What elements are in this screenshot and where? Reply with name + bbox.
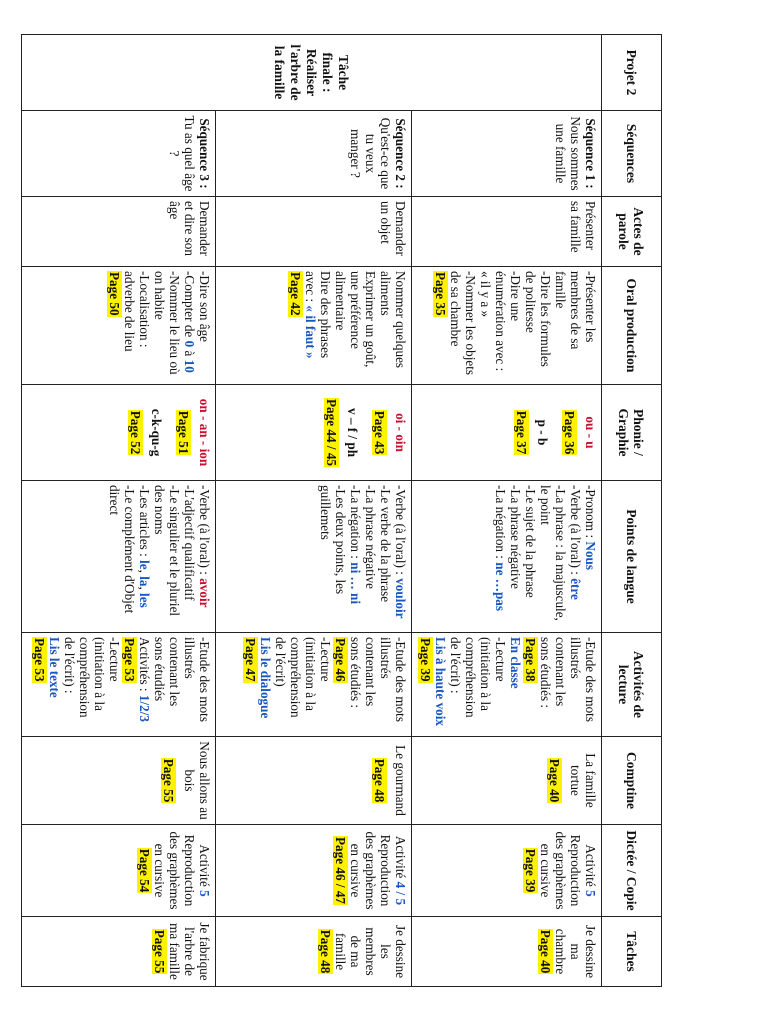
- seq3-lecture: [22, 633, 216, 737]
- seq1-oral-2: -Dire les formules de politesse: [523, 271, 553, 367]
- seq2-comptine: [216, 737, 412, 825]
- seq3-phonie-2: c-k-qu-g: [149, 408, 164, 457]
- seq1-points-item-1: -La phrase : la majuscule, le point: [538, 485, 568, 621]
- seq1-points-pronom: -Pronom : Nous: [583, 485, 598, 571]
- seq2-lecture-1: -Etude des mots illustrés contenant les sons étudiés :: [348, 637, 408, 722]
- seq3-phonie-2-page: Page 52: [128, 410, 143, 455]
- seq1-title: Nous sommes une famille: [553, 116, 583, 191]
- seq2-lecture-dialogue: Lis le dialogue: [258, 637, 273, 719]
- planning-table: [21, 34, 662, 987]
- seq1-oral-1: -Présenter les membres de sa famille: [553, 271, 598, 350]
- seq3-title: Tu as quel âge ?: [167, 115, 197, 192]
- final-task-title: Tâche finale : Réaliser l'arbre de la famille: [272, 44, 352, 101]
- seq2-lecture-page-1: Page 46: [333, 638, 348, 682]
- seq3-points-last: -Le complément d'Objet direct: [107, 485, 137, 614]
- seq1-tache-text: Je dessine ma chambre: [553, 924, 598, 979]
- seq1-actes: [412, 197, 602, 267]
- seq3-tache-text: Je fabrique l'arbre de ma famille: [167, 922, 212, 981]
- seq1-comptine-title: La famille tortue: [568, 753, 598, 808]
- seq1-oral-3: -Dire une énumération avec : « il y a »: [478, 271, 523, 372]
- header-actes: Actes de parole: [602, 197, 662, 267]
- header-taches: Tâches: [602, 917, 662, 987]
- seq3-label: Séquence 3 :: [197, 118, 212, 189]
- seq2-oral-ilfaut: avec : « il faut »: [303, 271, 318, 359]
- seq1-lecture-page-2: Page 39: [418, 638, 433, 682]
- seq2-comptine-title: Le gourmand: [393, 745, 408, 816]
- seq2-oral-page: Page 42: [288, 272, 303, 316]
- seq3-comptine-page: Page 55: [161, 758, 176, 803]
- seq1-oral-page: Page 35: [433, 272, 448, 316]
- seq2-points-item-2: -La phrase négative: [363, 485, 378, 589]
- seq2-phonie-2: v – f / ph: [345, 407, 360, 458]
- seq3-dictee-activity: Activité 5: [197, 844, 212, 897]
- seq2-actes: [216, 197, 412, 267]
- seq2-tache-page: Page 48: [318, 929, 333, 974]
- seq1-dictee: [412, 825, 602, 917]
- seq1-oral-4: -Nommer les objets de sa chambre: [448, 271, 478, 376]
- header-sequences: Séquences: [602, 111, 662, 197]
- header-points: Points de langue: [602, 481, 662, 633]
- seq1-lecture-2: -Lecture (initiation à la compréhension de l'écrit) :: [448, 637, 508, 718]
- seq3-comptine-title: Nous allons au bois: [182, 741, 212, 820]
- seq2-phonie: [216, 385, 412, 481]
- seq3-cell: [22, 111, 216, 197]
- header-lecture: Activités de lecture: [602, 633, 662, 737]
- seq1-comptine-page: Page 40: [547, 758, 562, 803]
- seq2-lecture: [216, 633, 412, 737]
- seq3-oral-1: -Dire son âge: [197, 271, 212, 343]
- seq3-phonie: [22, 385, 216, 481]
- seq1-oral: [412, 267, 602, 385]
- seq2-tache-text: Je dessine les membres de ma famille: [333, 924, 408, 979]
- seq3-points-item-1: -L'adjectif qualificatif: [182, 485, 197, 601]
- seq3-phonie-1-page: Page 51: [176, 410, 191, 455]
- seq2-oral-1: Nommer quelques aliments: [378, 271, 408, 369]
- seq3-dictee-page: Page 54: [137, 848, 152, 893]
- seq2-dictee-activity: Activité 4 / 5: [393, 835, 408, 906]
- seq2-points: [216, 481, 412, 633]
- seq2-tache: [216, 917, 412, 987]
- seq2-points-item-1: -Le verbe de la phrase: [378, 485, 393, 603]
- seq1-phonie-1-page: Page 36: [562, 410, 577, 455]
- seq1-phonie-2-page: Page 37: [514, 410, 529, 455]
- seq1-phonie-2: p - b: [535, 419, 550, 446]
- seq1-points-verbe: -Verbe (à l'oral) : être: [568, 485, 583, 600]
- final-task-cell: [22, 35, 602, 111]
- seq1-label: Séquence 1 :: [583, 118, 598, 189]
- seq3-tache-page: Page 55: [152, 929, 167, 974]
- planning-sheet: [22, 34, 662, 986]
- seq3-oral-3: -Nommer le lieu où on habite: [152, 271, 182, 375]
- seq2-oral: [216, 267, 412, 385]
- header-dictee: Dictée / Copie: [602, 825, 662, 917]
- seq3-lecture-lis: Lis le texte: [47, 637, 62, 698]
- seq2-dictee-page: Page 46 / 47: [333, 836, 348, 905]
- seq2-oral-3: Dire des phrases: [318, 271, 333, 359]
- header-phonie: Phonie / Graphie: [602, 385, 662, 481]
- sequence-1-row: [412, 35, 602, 987]
- seq3-actes: [22, 197, 216, 267]
- seq2-actes-text: Demander un objet: [378, 201, 408, 256]
- seq1-phonie: [412, 385, 602, 481]
- seq3-points: [22, 481, 216, 633]
- seq1-lecture-page-1: Page 38: [523, 638, 538, 682]
- seq3-points-item-2: -Le singulier et le pluriel des noms: [152, 485, 182, 617]
- seq2-title: Qu'est-ce que tu veux manger ?: [348, 117, 393, 190]
- seq3-lecture-1: -Etude des mots illustrés contenant les sons étudiés: [152, 637, 212, 722]
- seq2-phonie-1: oi - oin: [393, 413, 408, 452]
- seq3-phonie-1: on - an - ion: [197, 398, 212, 467]
- seq1-dictee-activity: Activité 5: [583, 844, 598, 897]
- seq1-cell: [412, 111, 602, 197]
- seq1-points-item-2: -Le sujet de la phrase: [523, 485, 538, 598]
- seq2-cell: [216, 111, 412, 197]
- header-oral: Oral production: [602, 267, 662, 385]
- seq2-lecture-page-2: Page 47: [243, 638, 258, 682]
- seq3-lecture-page-2: Page 53: [32, 638, 47, 682]
- header-comptine: Comptine: [602, 737, 662, 825]
- seq3-points-articles: -Les articles : le, la, les: [137, 485, 152, 608]
- seq3-oral-4: -Localisation : adverbe de lieu: [122, 271, 152, 352]
- seq1-points: [412, 481, 602, 633]
- seq3-tache: [22, 917, 216, 987]
- seq1-points-item-3: -La phrase négative: [508, 485, 523, 589]
- seq1-actes-text: Présenter sa famille: [568, 201, 598, 253]
- seq1-points-negation: -La négation : ne …pas: [493, 485, 508, 611]
- seq1-lecture-classe: En classe: [508, 637, 523, 689]
- seq1-lecture-voix: Lis à haute voix: [433, 637, 448, 727]
- seq1-dictee-page: Page 39: [523, 848, 538, 893]
- seq3-oral-2: -Compter de 0 à 10: [182, 271, 197, 373]
- seq2-oral-2: Exprimer un goût, une préférence alimentaire: [333, 271, 378, 368]
- seq3-lecture-page-1: Page 53: [122, 638, 137, 682]
- sequence-3-row: [22, 35, 216, 987]
- seq3-oral-page: Page 50: [107, 272, 122, 316]
- sequence-2-row: [216, 35, 412, 987]
- seq1-comptine: [412, 737, 602, 825]
- seq3-oral: [22, 267, 216, 385]
- seq3-lecture-2: -Lecture (initiation à la compréhension de l'écrit) :: [62, 637, 122, 718]
- header-row: [602, 35, 662, 987]
- seq3-lecture-activities: Activités : 1/2/3: [137, 637, 152, 722]
- seq3-dictee-text: Reproduction des graphèmes en cursive: [152, 831, 197, 910]
- seq2-lecture-2: -Lecture (initiation à la compréhension de l'écrit): [273, 637, 333, 718]
- seq2-points-verbe: -Verbe (à l'oral) : vouloir: [393, 485, 408, 619]
- seq1-phonie-1: ou - u: [583, 416, 598, 449]
- seq3-dictee: [22, 825, 216, 917]
- seq1-tache-page: Page 40: [538, 929, 553, 974]
- header-projet: Projet 2: [602, 35, 662, 111]
- seq2-dictee-text: Reproduction des graphèmes en cursive: [348, 831, 393, 910]
- seq1-lecture: [412, 633, 602, 737]
- seq1-lecture-1: -Etude des mots illustrés contenant les sons étudiés :: [538, 637, 598, 722]
- seq1-dictee-text: Reproduction des graphèmes en cursive: [538, 831, 583, 910]
- seq1-tache: [412, 917, 602, 987]
- seq2-points-last: -Les deux points, les guillemets: [318, 485, 348, 595]
- seq3-comptine: [22, 737, 216, 825]
- seq2-comptine-page: Page 48: [372, 758, 387, 803]
- seq3-actes-text: Demander et dire son âge: [167, 201, 212, 256]
- seq2-phonie-2-page: Page 44 / 45: [324, 398, 339, 467]
- seq2-dictee: [216, 825, 412, 917]
- seq2-phonie-1-page: Page 43: [372, 410, 387, 455]
- seq2-points-negation: -La négation : ni … ni: [348, 485, 363, 605]
- seq2-label: Séquence 2 :: [393, 118, 408, 189]
- seq3-points-verbe: -Verbe (à l'oral) : avoir: [197, 485, 212, 608]
